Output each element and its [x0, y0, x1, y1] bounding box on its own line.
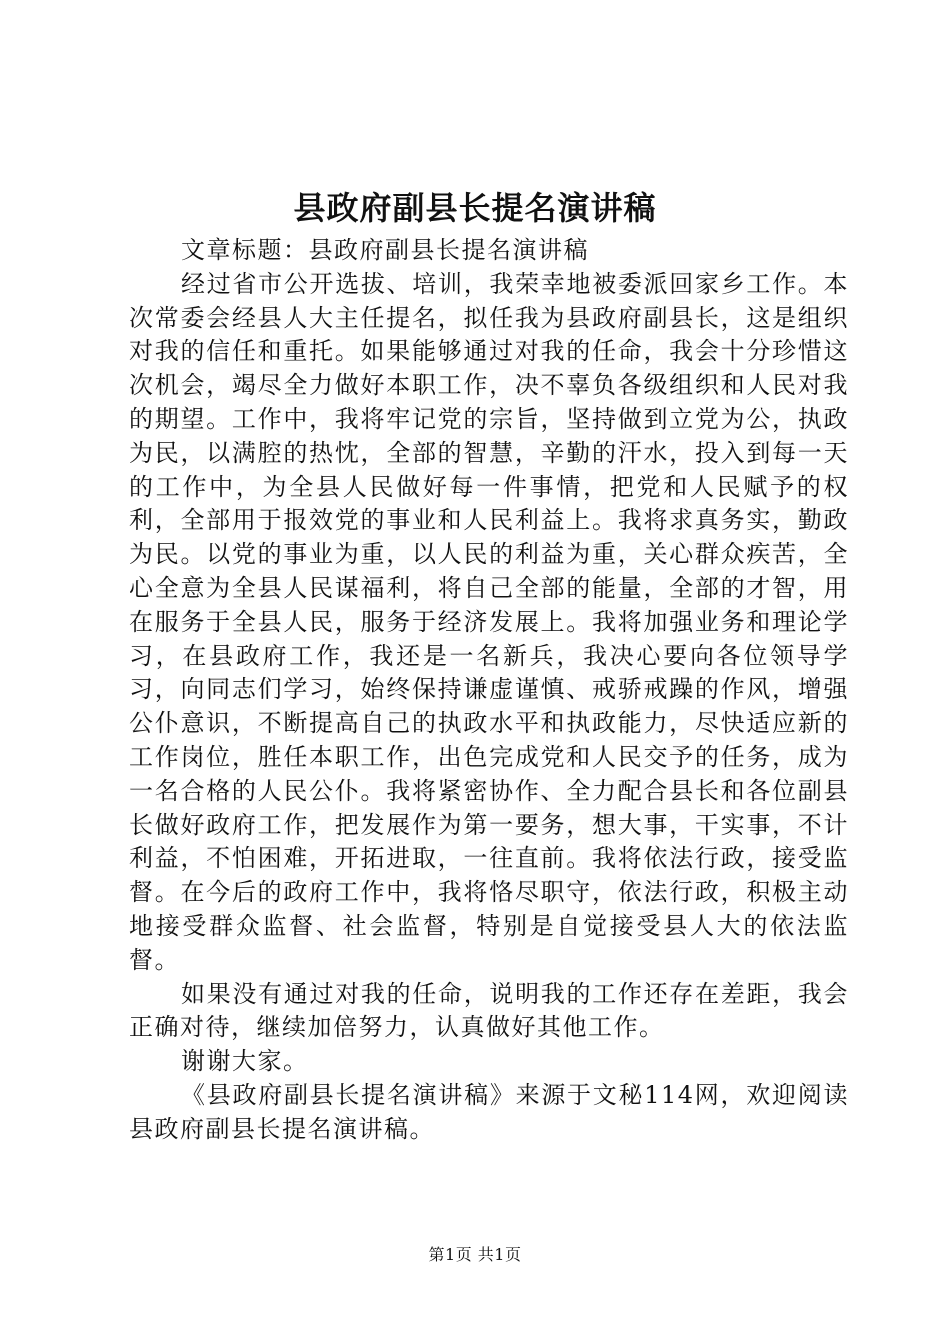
page-footer: 第1页 共1页 [428, 1245, 522, 1264]
body-paragraph-conditional: 如果没有通过对我的任命，说明我的工作还存在差距，我会正确对待，继续加倍努力，认真做好其他工作。 [129, 979, 849, 1042]
body-paragraph-thanks: 谢谢大家。 [181, 1047, 309, 1076]
body-paragraph-source: 《县政府副县长提名演讲稿》来源于文秘114网，欢迎阅读县政府副县长提名演讲稿。 [129, 1080, 849, 1143]
body-paragraph-main: 经过省市公开选拔、培训，我荣幸地被委派回家乡工作。本次常委会经县人大主任提名，拟任我为县政府副县长，这是组织对我的信任和重托。如果能够通过对我的任命，我会十分珍惜这次机会，竭尽全力做好本职工作，决不辜负各级组织和人民对我的期望。工作中，我将牢记党的宗旨，坚持做到立党为公，执政为民，以满腔的热忱，全部的智慧，辛勤的汗水，投入到每一天的工作中，为全县人民做好每一件事情，把党和人民赋予的权利，全部用于报效党的事业和人民利益上。我将求真务实，勤政为民。以党的事业为重，以人民的利益为重，关心群众疾苦，全心全意为全县人民谋福利，将自己全部的能量，全部的才智，用在服务于全县人民，服务于经济发展上。我将加强业务和理论学习，在县政府工作，我还是一名新兵，我决心要向各位领导学习，向同志们学习，始终保持谦虚谨慎、戒骄戒躁的作风，增强公仆意识，不断提高自己的执政水平和执政能力，尽快适应新的工作岗位，胜任本职工作，出色完成党和人民交予的任务，成为一名合格的人民公仆。我将紧密协作、全力配合县长和各位副县长做好政府工作，把发展作为第一要务，想大事，干实事，不计利益，不怕困难，开拓进取，一往直前。我将依法行政，接受监督。在今后的政府工作中，我将恪尽职守，依法行政，积极主动地接受群众监督、社会监督，特别是自觉接受县人大的依法监督。 [129, 269, 849, 974]
document-body [129, 234, 849, 1147]
document-title: 县政府副县长提名演讲稿 [293, 189, 657, 227]
article-title-line: 文章标题：县政府副县长提名演讲稿 [181, 236, 589, 264]
